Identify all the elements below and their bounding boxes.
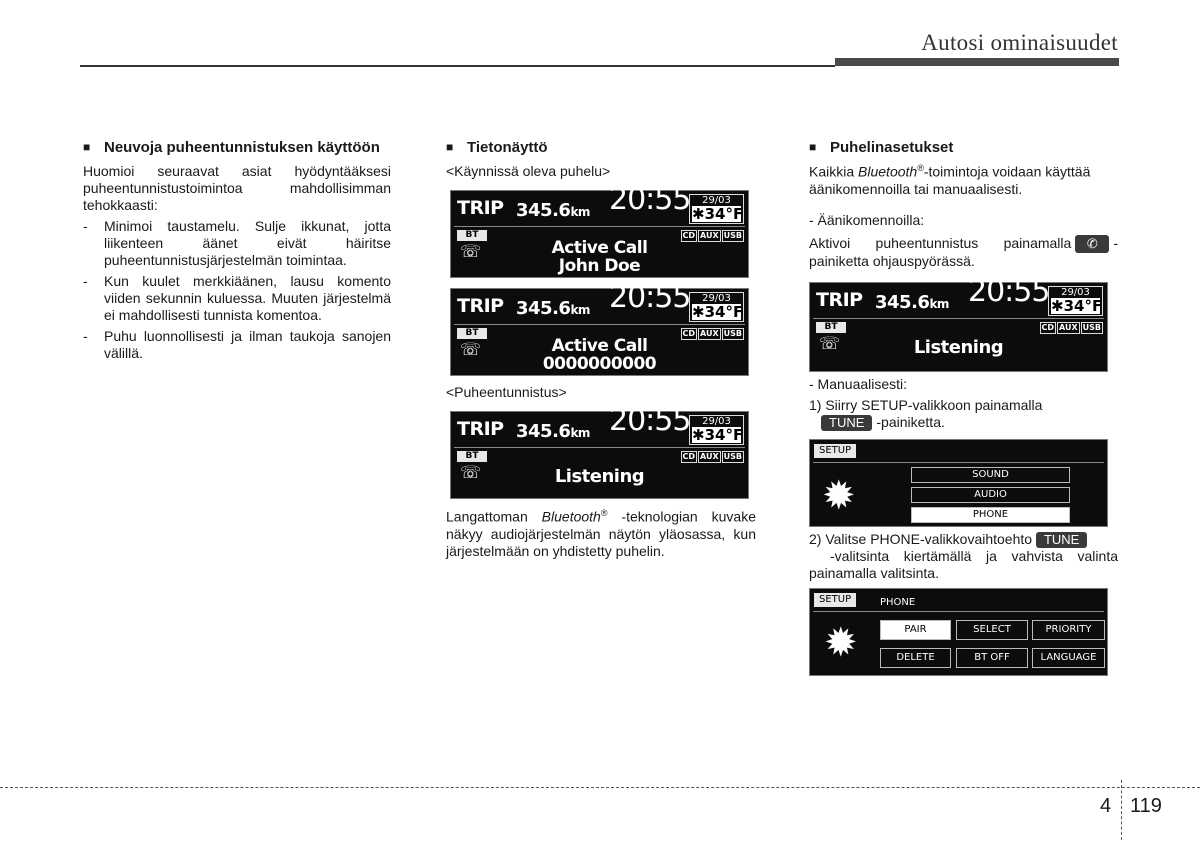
tune-button-icon: TUNE xyxy=(1036,532,1087,548)
voice-recognition-label: <Puheentunnistus> xyxy=(446,384,567,400)
phone-button-delete[interactable]: DELETE xyxy=(880,648,951,668)
voice-button-icon: ✆ xyxy=(1075,235,1109,253)
voice-phone-icon: ☏ xyxy=(819,333,841,354)
listening-status: Listening xyxy=(913,336,1004,358)
manual-label: - Manuaalisesti: xyxy=(809,375,908,392)
intro-paragraph: Kaikkia Bluetooth®-toimintoja voidaan käyttää äänikomennoilla tai manuaalisesti. xyxy=(809,163,1091,197)
clock: 20:55 xyxy=(968,273,1050,309)
divider xyxy=(454,324,745,325)
section-heading xyxy=(446,138,756,157)
gear-icon: ✹ xyxy=(822,472,856,519)
voice-command-text: Aktivoi puheentunnistus painamalla ✆ -painiketta ohjauspyörässä. xyxy=(809,234,1118,269)
header-bar xyxy=(835,58,1119,66)
column-tips xyxy=(83,138,391,366)
active-call-label: <Käynnissä oleva puhelu> xyxy=(446,163,611,179)
intro-paragraph: Huomioi seuraavat asiat hyödyntääksesi puheentunnistustoimintoa mahdollisimman tehokkaasti: xyxy=(83,163,391,213)
phone-button-language[interactable]: LANGUAGE xyxy=(1032,648,1105,668)
column-phone-settings xyxy=(809,138,1118,676)
bt-badge: BT xyxy=(457,328,487,339)
section-number: 4 xyxy=(1100,795,1112,817)
clock: 20:55 xyxy=(609,403,691,438)
footer-divider xyxy=(1121,780,1122,840)
divider xyxy=(454,447,745,448)
setup-screen xyxy=(809,439,1108,527)
source-badges: CD AUX USB xyxy=(682,329,742,338)
clock: 20:55 xyxy=(609,280,691,315)
step-2: 2) Valitse PHONE-valikkovaihtoehto TUNE -valitsinta kiertämällä ja vahvista valinta painamalla valitsinta. xyxy=(809,530,1118,581)
page-number: 119 xyxy=(1130,795,1162,817)
heading-text: Neuvoja puheentunnistuksen käyttöön xyxy=(104,139,380,156)
voice-phone-icon: ☏ xyxy=(460,463,482,483)
lcd-listening xyxy=(450,403,749,499)
phone-button-priority[interactable]: PRIORITY xyxy=(1032,620,1105,640)
bt-badge: BT xyxy=(816,322,846,333)
date-temp-box: 29/03 ✱34°F xyxy=(689,415,744,445)
lcd-active-call-1 xyxy=(450,182,749,278)
header-rule xyxy=(80,65,835,67)
divider xyxy=(454,226,745,227)
trip-label: TRIP xyxy=(457,295,504,317)
lcd-listening-2 xyxy=(809,273,1108,372)
bt-badge: BT xyxy=(457,230,487,241)
bluetooth-caption: Langattoman Bluetooth® -teknologian kuvake näkyy audiojärjestelmän näytön yläosassa, kun järjestelmään on yhdistetty puhelin. xyxy=(446,508,756,559)
section-heading xyxy=(809,138,1118,157)
tune-button-icon: TUNE xyxy=(821,415,872,431)
bullet-icon: ■ xyxy=(809,140,817,154)
date-temp-box: 29/03 ✱34°F xyxy=(689,292,744,322)
divider xyxy=(813,318,1104,319)
header-title: Autosi ominaisuudet xyxy=(921,30,1118,55)
phone-button-select[interactable]: SELECT xyxy=(956,620,1028,640)
trip-distance: 345.6km xyxy=(516,200,590,221)
phone-button-bt-off[interactable]: BT OFF xyxy=(956,648,1028,668)
phone-button-pair[interactable]: PAIR xyxy=(880,620,951,640)
section-heading xyxy=(83,138,391,157)
footer-rule xyxy=(0,787,1200,788)
phone-tag: PHONE xyxy=(880,596,916,608)
menu-item-phone[interactable]: PHONE xyxy=(911,507,1070,523)
bullet-icon: ■ xyxy=(446,140,454,154)
voice-command-label: - Äänikomennoilla: xyxy=(809,211,925,228)
trip-label: TRIP xyxy=(457,418,504,440)
heading-text: Puhelinasetukset xyxy=(830,139,954,156)
divider xyxy=(813,611,1104,612)
call-status: Active Call xyxy=(551,238,648,258)
setup-tag: SETUP xyxy=(814,593,856,607)
trip-label: TRIP xyxy=(457,197,504,219)
menu-item-sound[interactable]: SOUND xyxy=(911,467,1070,483)
trip-distance: 345.6km xyxy=(516,421,590,442)
phone-setup-screen xyxy=(809,588,1108,676)
trip-distance: 345.6km xyxy=(516,298,590,319)
voice-phone-icon: ☏ xyxy=(460,242,482,262)
gear-icon: ✹ xyxy=(824,619,858,666)
call-status: Active Call xyxy=(551,336,648,356)
date-temp-box: 29/03 ✱34°F xyxy=(689,194,744,224)
list-item: - Puhu luonnollisesti ja ilman taukoja sanojen välillä. xyxy=(83,328,391,361)
list-item: - Kun kuulet merkkiäänen, lausu komento viiden sekunnin kuluessa. Muuten järjestelmä ei mahdollisesti tunnista komentoa. xyxy=(83,273,391,323)
source-badges: CD AUX USB xyxy=(682,231,742,240)
bt-badge: BT xyxy=(457,451,487,462)
column-info-display xyxy=(446,138,756,564)
lcd-active-call-2 xyxy=(450,280,749,376)
date-temp-box: 29/03 ✱34°F xyxy=(1048,286,1103,316)
clock: 20:55 xyxy=(609,182,691,217)
trip-distance: 345.6km xyxy=(875,291,949,313)
source-badges: CD AUX USB xyxy=(1041,322,1101,332)
divider xyxy=(813,462,1104,463)
trip-label: TRIP xyxy=(816,288,863,311)
source-badges: CD AUX USB xyxy=(682,452,742,461)
setup-tag: SETUP xyxy=(814,444,856,458)
list-item: - Minimoi taustamelu. Sulje ikkunat, jotta liikenteen äänet eivät häiritse puheentunnistusjärjestelmän toimintaa. xyxy=(83,218,391,268)
heading-text: Tietonäyttö xyxy=(467,139,548,156)
voice-phone-icon: ☏ xyxy=(460,340,482,360)
step-1: 1) Siirry SETUP-valikkoon painamalla TUNE -painiketta. xyxy=(809,396,1043,430)
bullet-icon: ■ xyxy=(83,140,91,154)
caller-number: 0000000000 xyxy=(542,354,657,374)
tips-list xyxy=(83,218,391,362)
caller-name: John Doe xyxy=(558,256,641,276)
menu-item-audio[interactable]: AUDIO xyxy=(911,487,1070,503)
listening-status: Listening xyxy=(554,466,645,487)
